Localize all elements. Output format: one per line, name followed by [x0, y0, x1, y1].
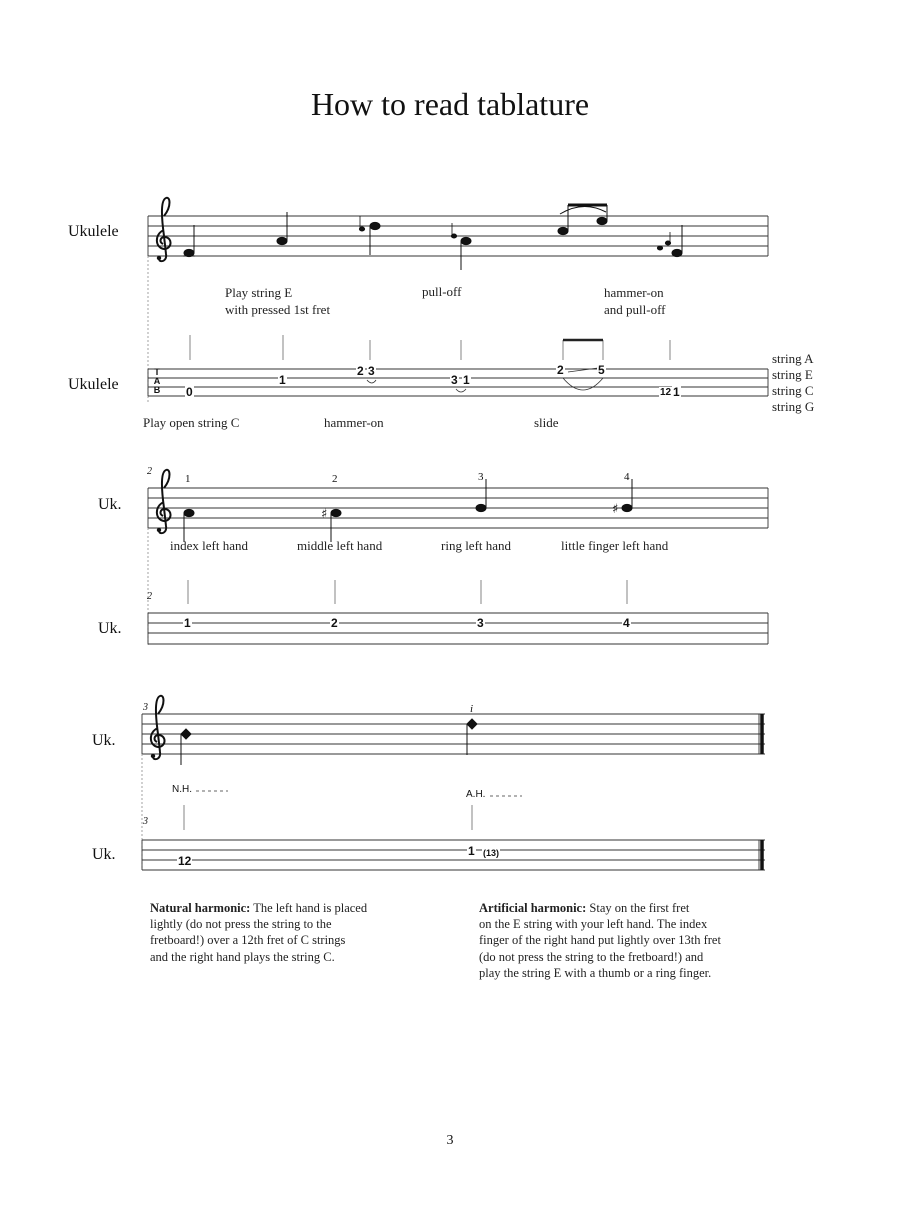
system2-tab	[148, 613, 768, 644]
instrument-label: Uk.	[92, 846, 116, 863]
note-f2	[461, 237, 471, 244]
finger-number: 4	[624, 471, 630, 483]
measure-number: 3	[143, 816, 148, 827]
finger-label: middle left hand	[297, 538, 383, 553]
system3-staff	[142, 714, 765, 870]
svg-text:♯: ♯	[612, 502, 619, 517]
instrument-label: Ukulele	[68, 223, 119, 240]
treble-clef-icon	[157, 470, 171, 533]
annotation-hammer-on: hammer-on	[324, 415, 384, 430]
system3-tab	[142, 840, 765, 870]
measure-number: 2	[147, 466, 152, 477]
page-title: How to read tablature	[310, 86, 590, 122]
tab-number: 3	[477, 616, 484, 630]
svg-text:♯: ♯	[321, 507, 328, 522]
tab-number: 2	[557, 363, 564, 377]
system2-staff	[148, 488, 768, 645]
note-f	[277, 237, 287, 244]
measure-number: 2	[147, 591, 152, 602]
tab-number: 12	[178, 854, 192, 868]
note-c-high	[370, 222, 380, 229]
annotation-pull-off: pull-off	[422, 284, 462, 299]
tab-clef: T A B	[153, 367, 161, 395]
instrument-label: Uk.	[98, 496, 122, 513]
artificial-harmonic-explanation: Artificial harmonic: Stay on the first fret on the E string with your left hand. The index finger of the right hand put lightly over 13th fret (do not press the string to the fretboard!) and play the string E with a thumb or a ring finger.	[479, 901, 721, 980]
system3-notes	[181, 719, 477, 765]
annotation-play-open: Play open string C	[143, 415, 240, 430]
treble-clef-icon	[157, 198, 171, 261]
string-names: string A string E string C string G	[772, 351, 815, 414]
tab-number: 3	[368, 364, 375, 378]
tab-number: 0	[186, 385, 193, 399]
tab-number: 2	[331, 616, 338, 630]
finger-number: 3	[478, 471, 484, 483]
harmonic-label-ah: A.H.	[466, 789, 486, 800]
tab-number: (13)	[483, 848, 500, 858]
instrument-label: Uk.	[92, 732, 116, 749]
tab-number: 12	[660, 387, 672, 398]
note-c2	[672, 249, 682, 256]
note-b	[558, 227, 568, 234]
instrument-label: Ukulele	[68, 376, 119, 393]
annotation-hammer-pull-off: hammer-on and pull-off	[604, 285, 666, 317]
finger-label: little finger left hand	[561, 538, 669, 553]
tab-number: 2	[357, 364, 364, 378]
natural-harmonic-explanation: Natural harmonic: The left hand is placed lightly (do not press the string to the fretboard!) over a 12th fret of C strings and the right hand plays the string C.	[150, 901, 368, 964]
note-e	[597, 217, 607, 224]
tab-number: 1	[279, 373, 286, 387]
system1-notes	[183, 205, 682, 270]
finger-number: 2	[332, 473, 338, 485]
system2-notes	[184, 479, 632, 542]
treble-clef-icon	[151, 696, 165, 759]
tab-number: 1	[463, 373, 470, 387]
tab-number: 1	[468, 844, 475, 858]
annotation-play-string-e: Play string E with pressed 1st fret	[225, 285, 331, 317]
measure-number: 3	[143, 702, 148, 713]
page-number: 3	[446, 1133, 454, 1148]
tab-number: 5	[598, 363, 605, 377]
instrument-label: Uk.	[98, 620, 122, 637]
tab-number: 1	[184, 616, 191, 630]
tab-number: 4	[623, 616, 630, 630]
finger-label: index left hand	[170, 538, 248, 553]
finger-label: ring left hand	[441, 538, 512, 553]
tab-number: 1	[673, 385, 680, 399]
annotation-slide: slide	[534, 415, 559, 430]
finger-marking: i	[470, 703, 474, 715]
harmonic-label-nh: N.H.	[172, 784, 192, 795]
tab-number: 3	[451, 373, 458, 387]
finger-number: 1	[185, 473, 191, 485]
